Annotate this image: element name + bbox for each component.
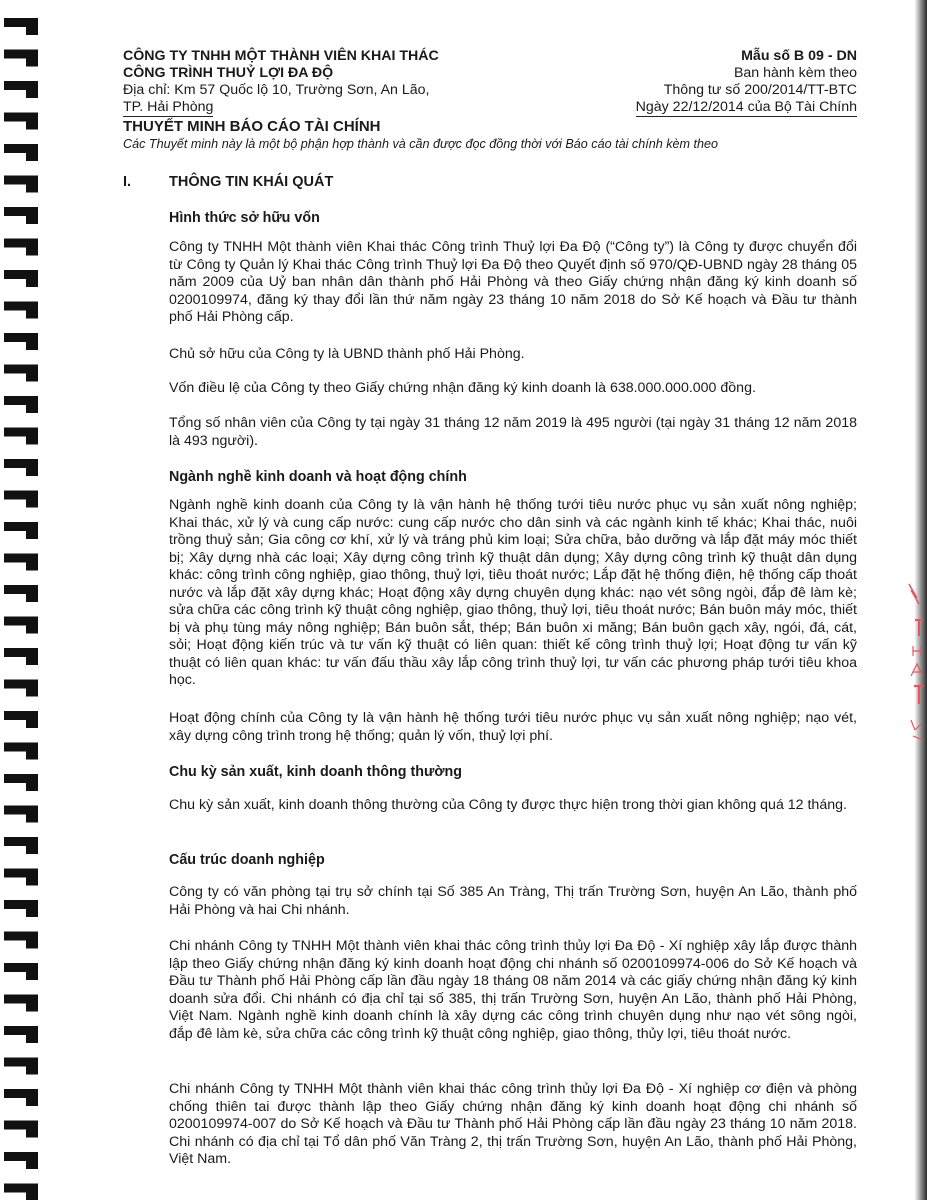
paragraph-ownership-1: Công ty TNHH Một thành viên Khai thác Công trình Thuỷ lợi Đa Độ (“Công ty”) là Công ty được chuyển đổi từ Công ty Quản lý Khai thác Công trình Thuỷ lợi Đa Độ theo Quyết định số 970/QĐ-UBND ngày 28 tháng 05 năm 2009 của Uỷ ban nhân dân thành phố Hải Phòng và theo Giấy chứng nhận đăng ký kinh doanh số 0200109974, đăng ký thay đổi lần thứ năm ngày 23 tháng 10 năm 2018 do Sở Kế hoạch và Đầu tư thành phố Hải Phòng cấp. <box>169 239 857 325</box>
company-name-line2: CÔNG TRÌNH THUỶ LỢI ĐA ĐỘ <box>123 65 334 81</box>
document-subtitle: Các Thuyết minh này là một bộ phận hợp thành và cần được đọc đồng thời với Báo cáo tài chính kèm theo <box>123 137 718 151</box>
section-title: THÔNG TIN KHÁI QUÁT <box>169 174 334 190</box>
document-title: THUYẾT MINH BÁO CÁO TÀI CHÍNH <box>123 118 381 135</box>
company-name-line1: CÔNG TY TNHH MỘT THÀNH VIÊN KHAI THÁC <box>123 48 439 64</box>
paragraph-cycle-1: Chu kỳ sản xuất, kinh doanh thông thường của Công ty được thực hiện trong thời gian không quá 12 tháng. <box>169 797 847 813</box>
paragraph-structure-3: Chi nhánh Công ty TNHH Một thành viên khai thác công trình thủy lợi Đa Độ - Xí nghiệp cơ điện và phòng chống thiên tai được thành lập theo Giấy chứng nhận đăng ký kinh doanh hoạt động chi nhánh số 0200109974-007 do Sở Kế hoạch và Đầu tư Thành phố Hải Phòng cấp lần đầu ngày 23 tháng 10 năm 2018. Chi nhánh có địa chỉ tại Tổ dân phố Văn Tràng 2, thị trấn Trường Sơn, huyện An Lão, thành phố Hải Phòng, Việt Nam. <box>169 1081 857 1167</box>
heading-cycle: Chu kỳ sản xuất, kinh doanh thông thường <box>169 764 462 780</box>
heading-ownership: Hình thức sở hữu vốn <box>169 210 320 226</box>
paragraph-structure-2: Chi nhánh Công ty TNHH Một thành viên khai thác công trình thủy lợi Đa Độ - Xí nghiệp xây lắp được thành lập theo Giấy chứng nhận đăng ký kinh doanh hoạt động chi nhánh số 0200109974-006 do Sở Kế hoạch và Đầu tư Thành phố Hải Phòng cấp lần đầu ngày 18 tháng 08 năm 2014 và các giấy chứng nhận đăng ký kinh doanh sửa đổi. Chi nhánh có địa chỉ tại số 385, thị trấn Trường Sơn, huyện An Lão, thành phố Hải Phòng, Việt Nam. Ngành nghề kinh doanh chính là xây dựng các công trình chuyên dụng như nạo vét sông ngòi, đắp đê làm kè, sửa chữa các công trình kỹ thuật công nghiệp, giao thông, thủy lợi, tiêu thoát nước. <box>169 938 857 1042</box>
paragraph-ownership-4: Tổng số nhân viên của Công ty tại ngày 31 tháng 12 năm 2019 là 495 người (tại ngày 31 tháng 12 năm 2018 là 493 người). <box>169 415 857 449</box>
paragraph-ownership-2: Chủ sở hữu của Công ty là UBND thành phố Hải Phòng. <box>169 346 525 362</box>
paragraph-structure-1: Công ty có văn phòng tại trụ sở chính tại Số 385 An Tràng, Thị trấn Trường Sơn, huyện An Lão, thành phố Hải Phòng và hai Chi nhánh. <box>169 884 857 918</box>
heading-structure: Cấu trúc doanh nghiệp <box>169 852 325 868</box>
form-header <box>560 48 857 117</box>
bleed-through-marks-icon <box>905 580 925 750</box>
company-address-line2: TP. Hải Phòng <box>123 99 214 115</box>
company-address-line1: Địa chỉ: Km 57 Quốc lộ 10, Trường Sơn, An Lão, <box>123 82 430 98</box>
paragraph-business-1: Ngành nghề kinh doanh của Công ty là vận hành hệ thống tưới tiêu nước phục vụ sản xuất nông nghiệp; Khai thác, xử lý và cung cấp nước: cung cấp nước cho dân sinh và các ngành kinh tế khác; Khai thác, nuôi trồng thuỷ sản; Gia công cơ khí, xử lý và tráng phủ kim loại; Sửa chữa, bảo dưỡng và lắp đặt máy móc thiết bị; Xây dựng nhà các loại; Xây dựng công trình kỹ thuật dân dụng; Xây dựng công trình kỹ thuật dân dụng khác: công trình công nghiệp, giao thông, thuỷ lợi, tiêu thoát nước; Lắp đặt hệ thống điện, hệ thống cấp thoát nước và lắp đặt xây dựng khác; Hoạt động xây dựng chuyên dụng khác: nạo vét sông ngòi, đắp đê làm kè; sửa chữa các công trình kỹ thuật công nghiệp, giao thông, thuỷ lợi, tiêu thoát nước; Bán buôn máy móc, thiết bị và phụ tùng máy nông nghiệp; Bán buôn sắt, thép; Bán buôn xi măng; Bán buôn gạch xây, ngói, đá, cát, sỏi; Hoạt động kiến trúc và tư vấn kỹ thuật có liên quan: thiết kế công trình thuỷ lợi; Hoạt động tư vấn kỹ thuật có liên quan khác: tư vấn đấu thầu xây lắp công trình thuỷ lợi, tư vấn các phương pháp tưới tiêu khoa học. <box>169 497 857 688</box>
form-number: Mẫu số B 09 - DN <box>741 48 857 64</box>
circular-date: Ngày 22/12/2014 của Bộ Tài Chính <box>635 99 857 115</box>
section-number: I. <box>123 174 132 190</box>
issued-with: Ban hành kèm theo <box>733 65 857 81</box>
company-header <box>123 48 543 117</box>
heading-business: Ngành nghề kinh doanh và hoạt động chính <box>169 469 467 485</box>
paragraph-ownership-3: Vốn điều lệ của Công ty theo Giấy chứng nhận đăng ký kinh doanh là 638.000.000.000 đồng. <box>169 380 756 396</box>
paragraph-business-2: Hoạt động chính của Công ty là vận hành hệ thống tưới tiêu nước phục vụ sản xuất nông nghiệp; nạo vét, xây dựng công trình trong hệ thống; quản lý vốn, thuỷ lợi phí. <box>169 710 857 744</box>
circular-number: Thông tư số 200/2014/TT-BTC <box>663 82 857 98</box>
bleed-through-marks <box>905 580 925 750</box>
